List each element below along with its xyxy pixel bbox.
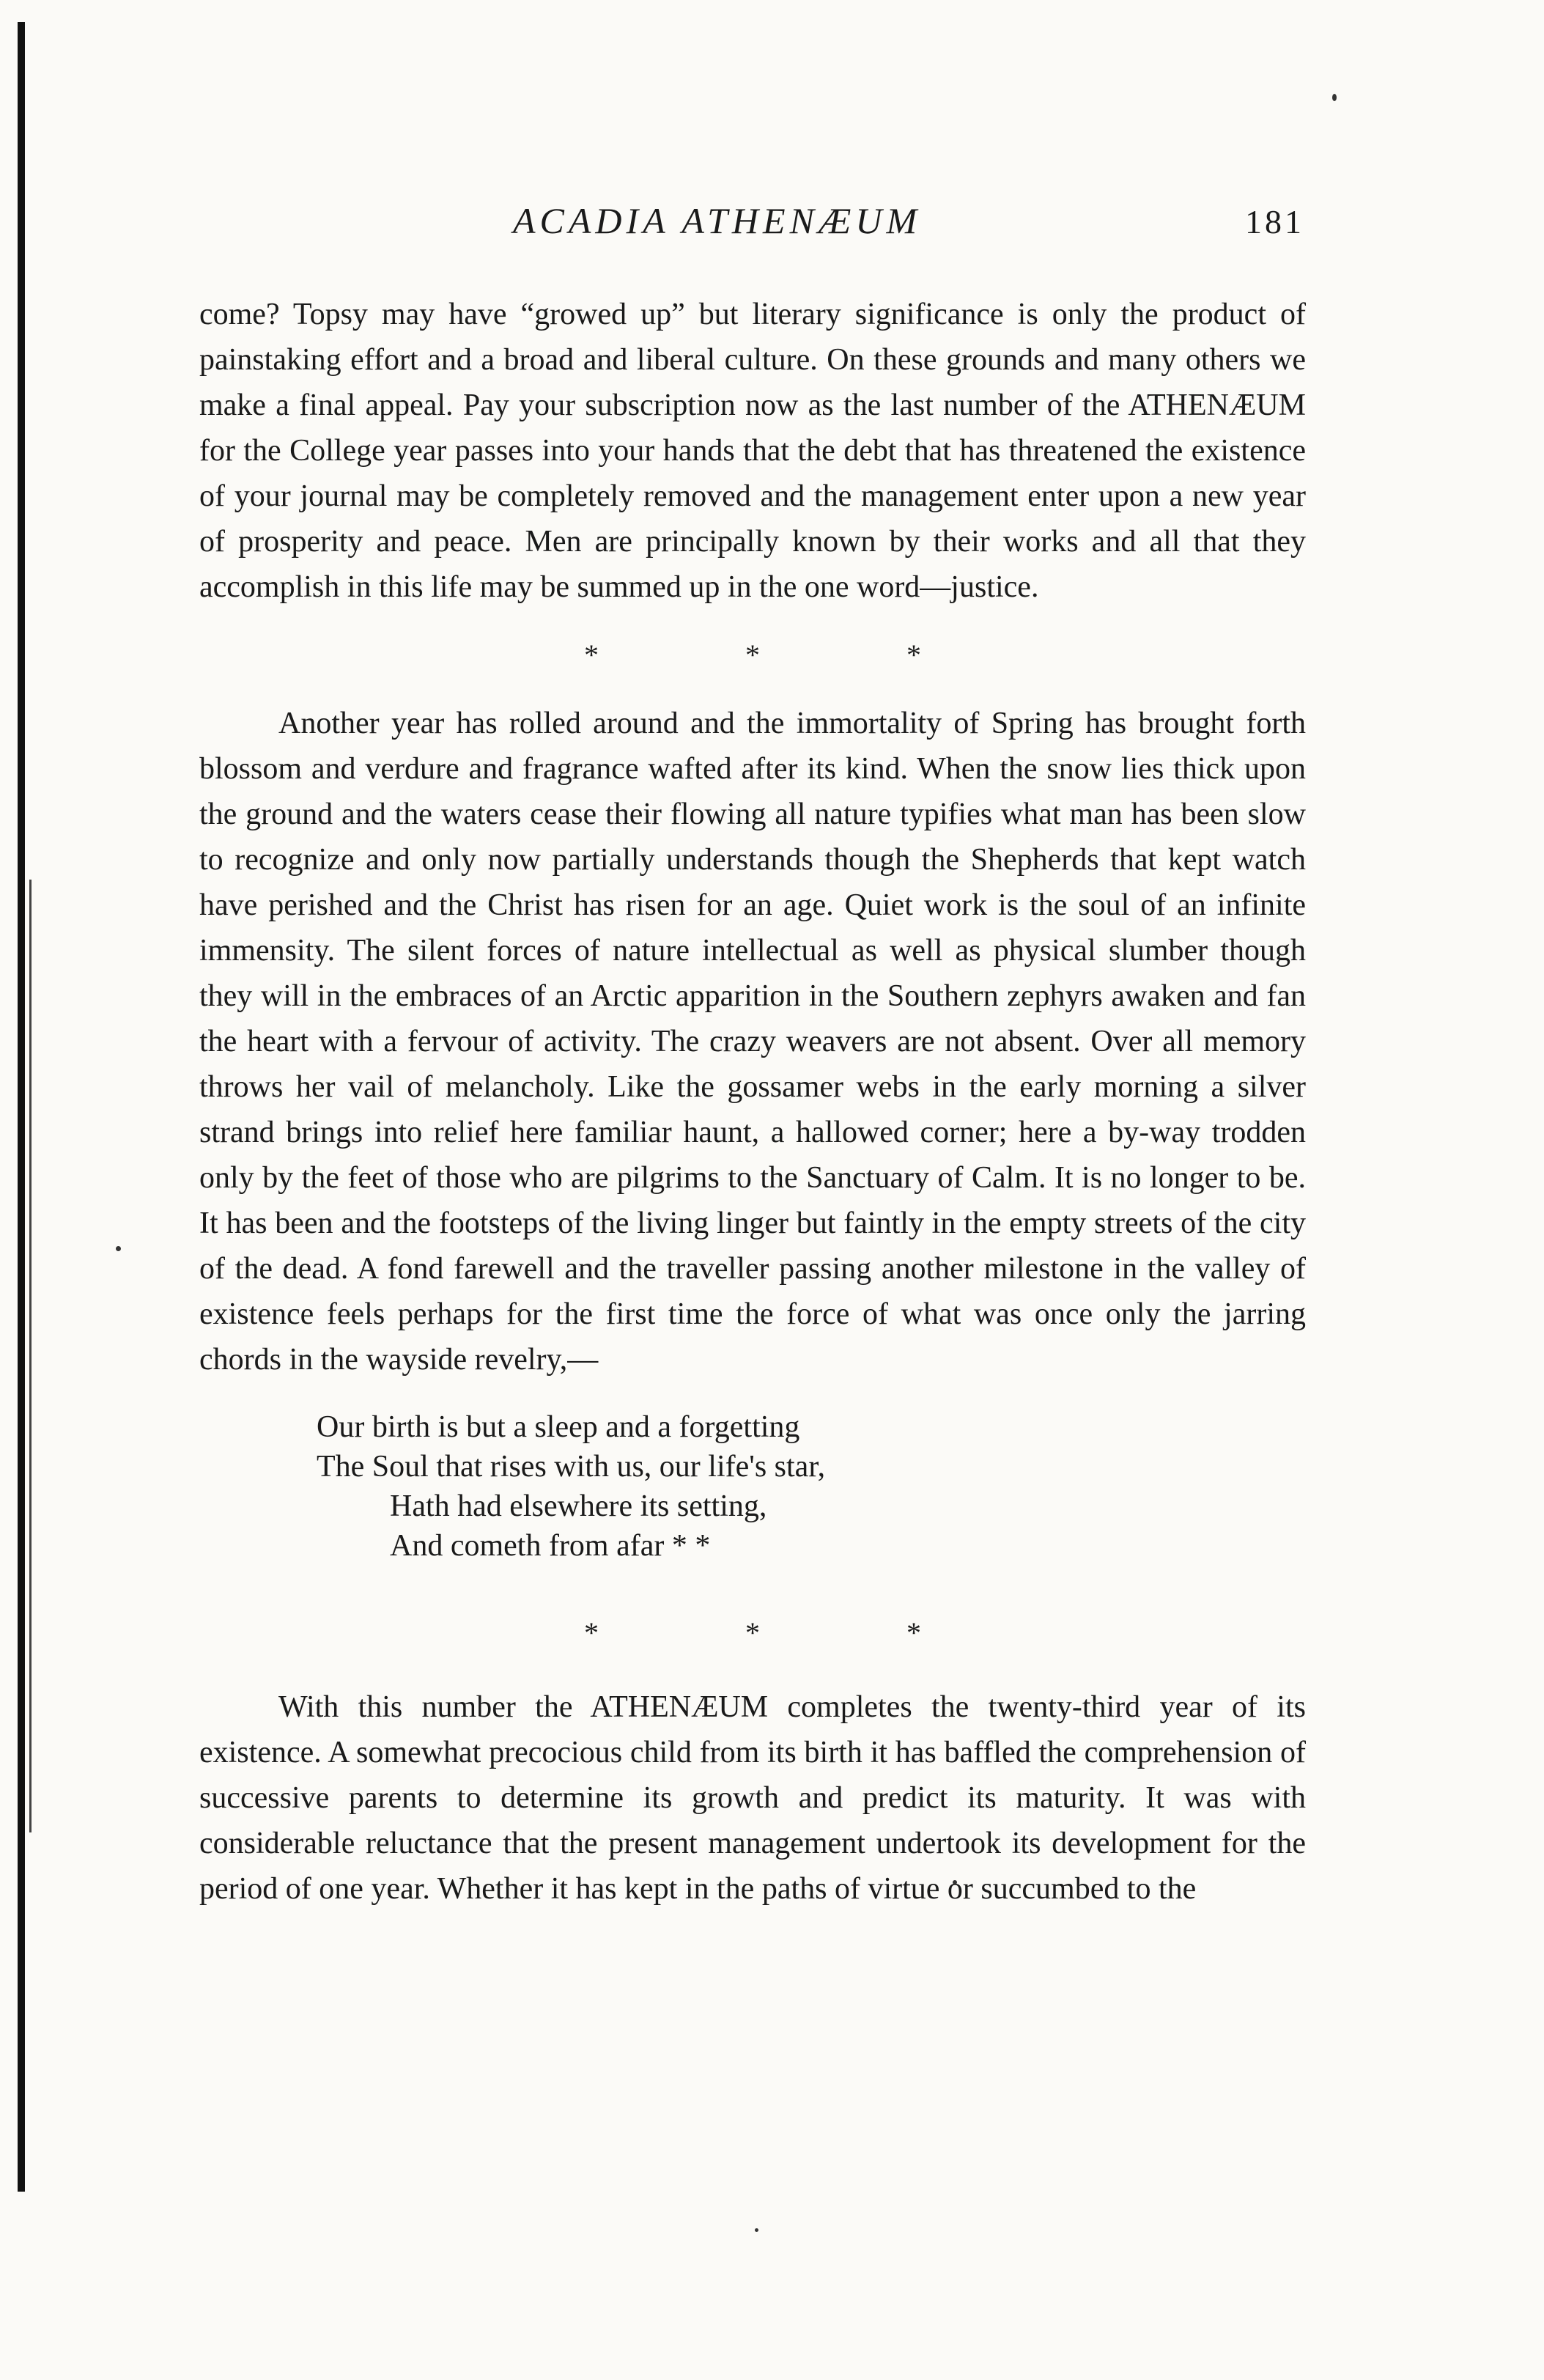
running-title: ACADIA ATHENÆUM [513, 200, 922, 241]
separator-star: * [906, 638, 921, 671]
paragraph-2: Another year has rolled around and the immortality of Spring has brought forth blossom and verdure and fragrance wafted after its kind. When the snow lies thick upon the ground and the waters cease their flowing all nature typifies what man has been slow to recognize and only now partially understands though the Shepherds that kept watch have perished and the Christ has risen for an age. Quiet work is the soul of an infinite immensity. The silent forces of nature intellectual as well as physical slumber though they will in the embraces of an Arctic apparition in the Southern zephyrs awaken and fan the heart with a fervour of activity. The crazy weavers are not absent. Over all memory throws her vail of melancholy. Like the gossamer webs in the early morning a silver strand brings into relief here familiar haunt, a hallowed corner; here a by-way trodden only by the feet of those who are pilgrims to the Sanctuary of Calm. It is no longer to be. It has been and the footsteps of the living linger but faintly in the empty streets of the city of the dead. A fond farewell and the traveller passing another milestone in the valley of existence feels perhaps for the first time the force of what was once only the jarring chords in the wayside revelry,— [199, 707, 1306, 1377]
separator-star: * [906, 1616, 921, 1649]
poem-line: Our birth is but a sleep and a forgetting [317, 1410, 800, 1444]
article-body [199, 292, 1306, 1912]
paragraph-3: With this number the ATHENÆUM completes the twenty-third year of its existence. A somewhat precocious child from its birth it has baffled the comprehension of successive parents to determine its growth and predict its maturity. It was with considerable reluctance that the present management undertook its development for the period of one year. Whether it has kept in the paths of virtue or succumbed to the [199, 1690, 1306, 1906]
separator-star: * [745, 1616, 760, 1649]
page-binding-shadow [29, 880, 32, 1832]
print-speck [116, 1246, 121, 1251]
paragraph-1: come? Topsy may have “growed up” but literary significance is only the product of painstaking effort and a broad and liberal culture. On these grounds and many others we make a final appeal. Pay your subscription now as the last number of the ATHENÆUM for the College year passes into your hands that the debt that has threatened the existence of your journal may be completely removed and the management enter upon a new year of prosperity and peace. Men are principally known by their works and all that they accomplish in this life may be summed up in the one word—justice. [199, 298, 1306, 604]
separator-star: * [745, 638, 760, 671]
print-speck [755, 2228, 758, 2232]
poem-line: Hath had elsewhere its setting, [390, 1489, 767, 1523]
poem-quote [317, 1407, 1306, 1566]
page-number: 181 [1245, 203, 1304, 240]
poem-line: The Soul that rises with us, our life's star, [317, 1450, 826, 1484]
page-binding-edge [18, 22, 25, 2192]
section-separator [199, 1588, 1306, 1679]
separator-star: * [584, 638, 599, 671]
page-header [205, 199, 1304, 258]
poem-line: And cometh from afar * * [390, 1529, 711, 1563]
print-speck [1332, 94, 1337, 101]
separator-star: * [584, 1616, 599, 1649]
section-separator [199, 610, 1306, 701]
